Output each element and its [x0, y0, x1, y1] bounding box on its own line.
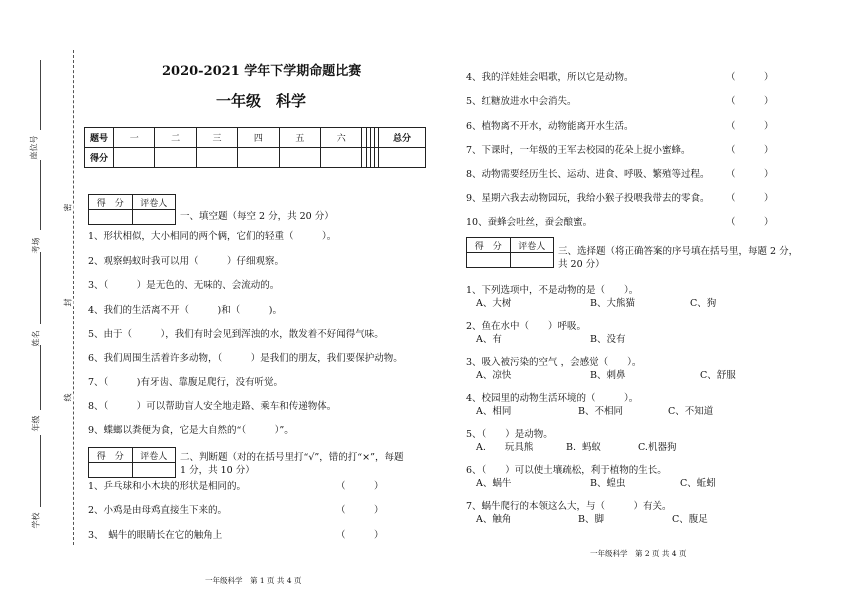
- score-table-score-row: [85, 148, 426, 168]
- name-label: 姓名: [31, 330, 41, 347]
- section3-question-5: 5、（ ）是动物。: [466, 429, 553, 440]
- option-a: A. 玩具熊: [476, 442, 534, 453]
- option-a: A、有: [476, 334, 502, 345]
- score-table-cell[interactable]: [155, 148, 196, 168]
- school-label: 学校: [31, 512, 41, 529]
- section2-question-7: 7、下课时，一年级的王军去校园的花朵上捉小蜜蜂。: [466, 145, 691, 156]
- answer-blank[interactable]: （ ）: [336, 481, 384, 492]
- grader-box-section2: [88, 447, 176, 478]
- grader-label: 评卷人: [132, 195, 176, 210]
- section2-question-10: 10、蚕蜂会吐丝，蚕会酿蜜。: [466, 217, 593, 228]
- exam-room-line: [40, 160, 41, 230]
- score-table-cell: 五: [279, 128, 320, 148]
- grade-label: 年级: [31, 415, 41, 432]
- option-a: A、相同: [476, 406, 512, 417]
- binding-dashed-line: [73, 50, 74, 545]
- seal-mark-feng: 封: [63, 298, 73, 307]
- option-b: B、不相同: [578, 406, 623, 417]
- exam-subtitle: 一年级 科学: [216, 92, 307, 110]
- score-table: [84, 127, 426, 168]
- section3-question-2: 2、鱼在水中（ ）呼吸。: [466, 321, 587, 332]
- exam-room-label: 考场: [31, 237, 41, 254]
- section3-heading-line2: 共 20 分）: [558, 259, 605, 270]
- school-line: [40, 435, 41, 507]
- score-table-cell: 四: [238, 128, 279, 148]
- answer-blank[interactable]: （ ）: [726, 217, 774, 228]
- section1-question-3: 3、（ ）是无色的、无味的、会流动的。: [88, 280, 280, 291]
- section2-question-5: 5、红糖放进水中会消失。: [466, 96, 577, 107]
- section3-heading: 三、选择题（将正确答案的序号填在括号里，每题 2 分，: [558, 246, 799, 257]
- option-c: C、不知道: [668, 406, 714, 417]
- option-c: C.机器狗: [638, 442, 677, 453]
- seat-number-line: [40, 60, 41, 130]
- grader-score-cell[interactable]: [89, 210, 133, 225]
- option-b: B、没有: [590, 334, 626, 345]
- section2-question-9: 9、星期六我去动物园玩，我给小猴子投喂我带去的零食。: [466, 193, 710, 204]
- option-b: B. 蚂蚁: [566, 442, 602, 453]
- answer-blank[interactable]: （ ）: [726, 121, 774, 132]
- section1-question-8: 8、（ ）可以帮助盲人安全地走路、乘车和传递物体。: [88, 401, 337, 412]
- answer-blank[interactable]: （ ）: [726, 193, 774, 204]
- section2-heading: 二、判断题（对的在括号里打“√”，错的打“×”，每题: [180, 452, 404, 463]
- score-table-cell: 得分: [85, 148, 114, 168]
- option-c: C、狗: [690, 298, 717, 309]
- seal-mark-xian: 线: [63, 393, 73, 402]
- section1-question-1: 1、形状相似，大小相同的两个俩，它们的轻重（ ）。: [88, 231, 337, 242]
- answer-blank[interactable]: （ ）: [336, 505, 384, 516]
- page-footer-right: 一年级科学 第 2 页 共 4 页: [590, 549, 687, 558]
- section2-question-8: 8、动物需要经历生长、运动、进食、呼吸、繁殖等过程。: [466, 169, 710, 180]
- score-table-cell: 二: [155, 128, 196, 148]
- score-table-cell: 三: [196, 128, 237, 148]
- section2-question-2: 2、小鸡是由母鸡直接生下来的。: [88, 505, 228, 516]
- section3-question-6: 6、（ ）可以使土壤疏松，利于植物的生长。: [466, 465, 667, 476]
- score-table-cell[interactable]: [114, 148, 155, 168]
- section1-question-5: 5、由于（ ），我们有时会见到浑浊的水，散发着不好闻得气味。: [88, 329, 384, 340]
- option-b: B、蝗虫: [590, 478, 626, 489]
- score-table-cell: 总分: [379, 128, 426, 148]
- option-c: C、腹足: [672, 514, 708, 525]
- section1-question-6: 6、我们周围生活着许多动物，（ ）是我们的朋友，我们要保护动物。: [88, 353, 403, 364]
- section1-question-2: 2、观察蚂蚁时我可以用（ ）仔细观察。: [88, 256, 285, 267]
- section1-question-7: 7、（ )有牙齿、靠腹足爬行，没有听觉。: [88, 377, 284, 388]
- grade-line: [40, 345, 41, 410]
- answer-blank[interactable]: （ ）: [726, 96, 774, 107]
- grader-label: 评卷人: [510, 238, 554, 253]
- grader-score-label: 得 分: [89, 448, 133, 463]
- answer-blank[interactable]: （ ）: [726, 169, 774, 180]
- grader-name-cell[interactable]: [132, 210, 176, 225]
- section3-question-7: 7、蜗牛爬行的本领这么大，与（ ）有关。: [466, 501, 672, 512]
- grader-name-cell[interactable]: [510, 253, 554, 268]
- option-b: B、刺鼻: [590, 370, 626, 381]
- option-c: C、蚯蚓: [680, 478, 716, 489]
- section3-question-3: 3、吸入被污染的空气 ，会感觉（ ）。: [466, 357, 642, 368]
- option-a: A、大树: [476, 298, 512, 309]
- score-table-cell: 六: [321, 128, 362, 148]
- score-table-cell: 一: [114, 128, 155, 148]
- section1-question-4: 4、我们的生活离不开（ )和（ )。: [88, 305, 282, 316]
- option-a: A、触角: [476, 514, 512, 525]
- option-b: B、大熊猫: [590, 298, 635, 309]
- score-table-cell[interactable]: [379, 148, 426, 168]
- answer-blank[interactable]: （ ）: [726, 72, 774, 83]
- grader-score-label: 得 分: [467, 238, 511, 253]
- page-footer-left: 一年级科学 第 1 页 共 4 页: [205, 576, 302, 585]
- section2-heading-line2: 1 分，共 10 分）: [180, 465, 255, 476]
- grader-label: 评卷人: [132, 448, 176, 463]
- grader-box-section3: [466, 237, 554, 268]
- option-b: B、脚: [578, 514, 604, 525]
- grader-name-cell[interactable]: [132, 463, 176, 478]
- exam-title: 2020-2021 学年下学期命题比赛: [162, 64, 362, 79]
- score-table-cell[interactable]: [196, 148, 237, 168]
- seat-number-label: 座位号: [29, 135, 39, 160]
- section3-question-1: 1、下列选项中，不是动物的是（ ）。: [466, 285, 639, 296]
- answer-blank[interactable]: （ ）: [336, 530, 384, 541]
- grader-box-section1: [88, 194, 176, 225]
- section2-question-1: 1、乒乓球和小木块的形状是相同的。: [88, 481, 247, 492]
- section2-question-6: 6、植物离不开水，动物能离开水生活。: [466, 121, 634, 132]
- score-table-header-row: [85, 128, 426, 148]
- section3-question-4: 4、校园里的动物生活环境的（ ）。: [466, 393, 639, 404]
- option-c: C、舒服: [700, 370, 736, 381]
- section1-question-9: 9、蝶螂以粪便为食，它是大自然的“（ ）”。: [88, 425, 294, 436]
- section2-question-4: 4、我的洋娃娃会唱歌，所以它是动物。: [466, 72, 634, 83]
- option-a: A、凉快: [476, 370, 512, 381]
- score-table-cell[interactable]: [279, 148, 320, 168]
- section2-question-3: 3、 蜗牛的眼睛长在它的触角上: [88, 530, 223, 541]
- score-table-cell[interactable]: [321, 148, 362, 168]
- seal-mark-mi: 密: [63, 203, 73, 212]
- answer-blank[interactable]: （ ）: [726, 145, 774, 156]
- grader-score-cell[interactable]: [89, 463, 133, 478]
- score-table-cell: 题号: [85, 128, 114, 148]
- score-table-cell[interactable]: [238, 148, 279, 168]
- grader-score-cell[interactable]: [467, 253, 511, 268]
- section1-heading: 一、填空题（每空 2 分，共 20 分）: [180, 211, 334, 222]
- name-line: [40, 252, 41, 324]
- grader-score-label: 得 分: [89, 195, 133, 210]
- option-a: A、蜗牛: [476, 478, 512, 489]
